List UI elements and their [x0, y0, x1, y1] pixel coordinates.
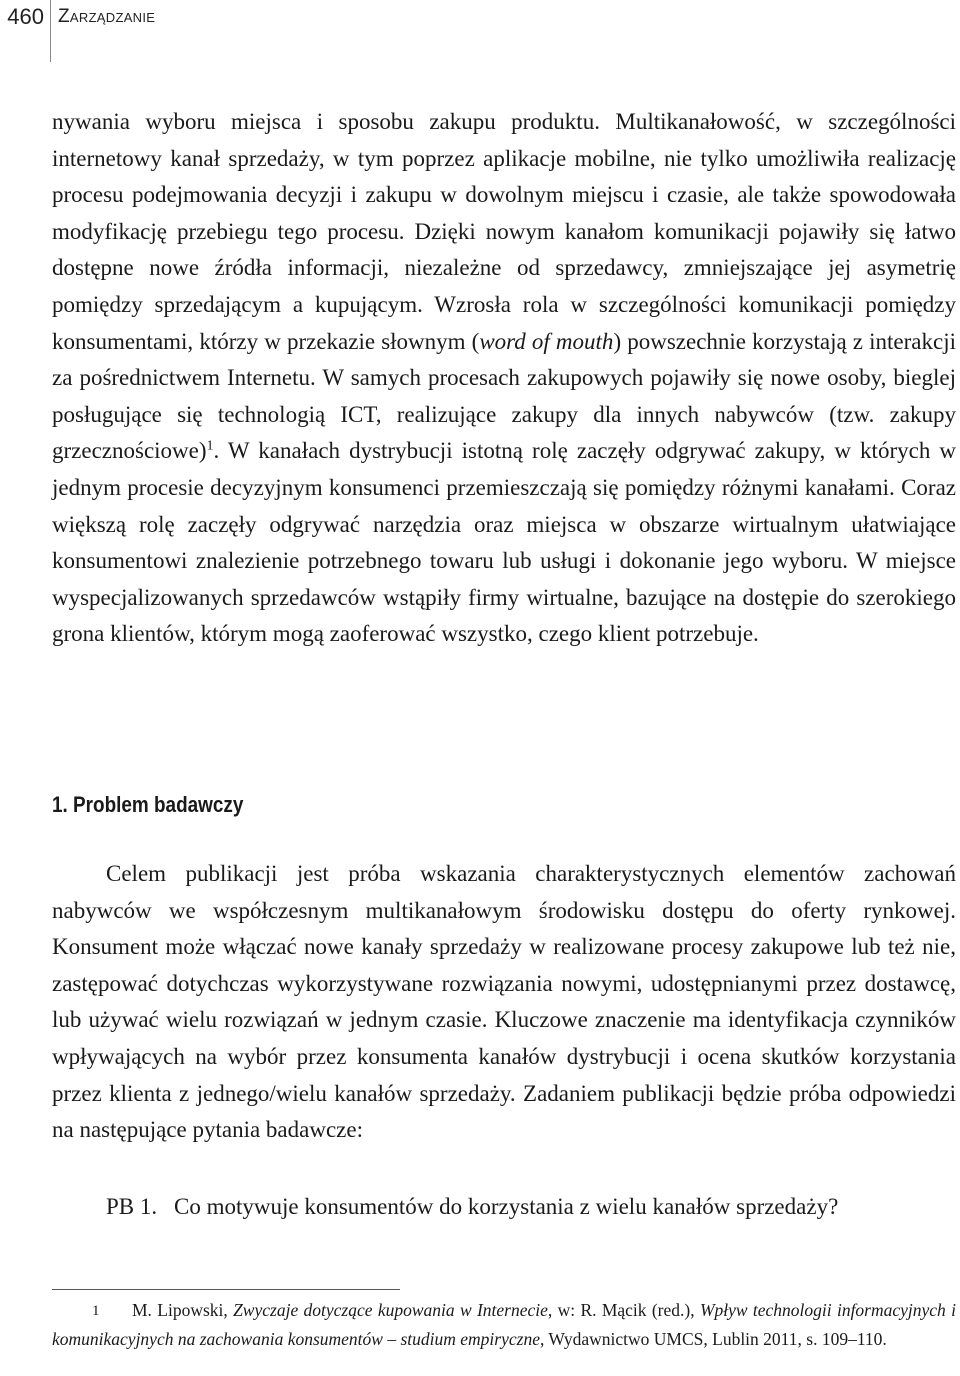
running-head: Zarządzanie	[58, 6, 156, 27]
footnote-marker: 1	[92, 1303, 100, 1319]
footnote	[52, 1297, 956, 1353]
paragraph-research-goal: Celem publikacji jest próba wskazania charakterystycznych elementów zachowań nabywców we współczesnym multikanałowym środowisku dostępu do oferty rynkowej. Konsument może włączać nowe kanały sprzedaży w realizowane procesy zakupowe lub też nie, zastępować dotychczas wykorzystywane rozwiązania nowymi, udostępnianymi przez dostawcę, lub używać wielu rozwiązań w jednym czasie. Kluczowe znaczenie ma identyfikacja czynników wpływających na wybór przez konsumenta kanałów dystrybucji i ocena skutków korzystania przez klienta z jednego/wielu kanałów sprzedaży. Zadaniem publikacji będzie próba odpowiedzi na następujące pytania badawcze:	[52, 861, 956, 1143]
italic-phrase: word of mouth	[479, 328, 614, 354]
footnote-divider	[52, 1289, 400, 1290]
paragraph-continued	[52, 104, 956, 653]
page-header	[0, 0, 960, 64]
section-heading: 1. Problem badawczy	[52, 792, 244, 817]
paragraph-text: ) powszechnie korzystają z interakcji za pośrednictwem Internetu. W samych procesach zakupowych pojawiły się nowe osoby, bieglej posługujące się technologią ICT, realizujące zakupy dla innych nabywców (tzw. zakupy grzecznościowe)	[52, 328, 957, 464]
footnote-title: Zwyczaje dotyczące kupowania w Internecie	[233, 1300, 548, 1320]
header-divider	[50, 0, 51, 62]
page-number: 460	[7, 4, 44, 29]
footnote-publisher: , Wydawnictwo UMCS, Lublin 2011, s. 109–110.	[539, 1328, 887, 1349]
paragraph-text: nywania wyboru miejsca i sposobu zakupu produktu. Multikanałowość, w szczególności internetowy kanał sprzedaży, w tym poprzez aplikacje mobilne, nie tylko umożliwiła realizację procesu podejmowania decyzji i zakupu w dowolnym miejscu i czasie, ale także spowodowała modyfikację przebiegu tego procesu. Dzięki nowym kanałom komunikacji pojawiły się łatwo dostępne nowe źródła informacji, niezależne od sprzedawcy, zmniejszające jej asymetrię pomiędzy sprzedającym a kupującym. Wzrosła rola w szczególności komunikacji pomiędzy konsumentami, którzy w przekazie słownym (	[52, 109, 956, 354]
footnote-editor: , w: R. Mącik (red.),	[547, 1300, 700, 1320]
footnote-book-title: Wpływ technologii informacyjnych i komunikacyjnych na zachowania konsumentów – studium empiryczne	[52, 1300, 956, 1349]
research-question-label: PB 1.	[106, 1194, 158, 1219]
footnote-reference[interactable]: 1	[206, 438, 214, 454]
footnote-author: M. Lipowski,	[132, 1300, 234, 1320]
research-question-text: Co motywuje konsumentów do korzystania z wielu kanałów sprzedaży?	[174, 1194, 839, 1219]
paragraph-text: . W kanałach dystrybucji istotną rolę zaczęły odgrywać zakupy, w których w jednym procesie decyzyjnym konsumenci przemieszczają się pomiędzy różnymi kanałami. Coraz większą rolę zaczęły odgrywać narzędzia oraz miejsca w obszarze wirtualnym ułatwiające konsumentowi znalezienie potrzebnego towaru lub usługi i dokonanie jego wyboru. W miejsce wyspecjalizowanych sprzedawców wstąpiły firmy wirtualne, bazujące na dostępie do szerokiego grona klientów, którym mogą zaoferować wszystko, czego klient potrzebuje.	[52, 438, 956, 647]
research-question	[106, 1189, 958, 1225]
